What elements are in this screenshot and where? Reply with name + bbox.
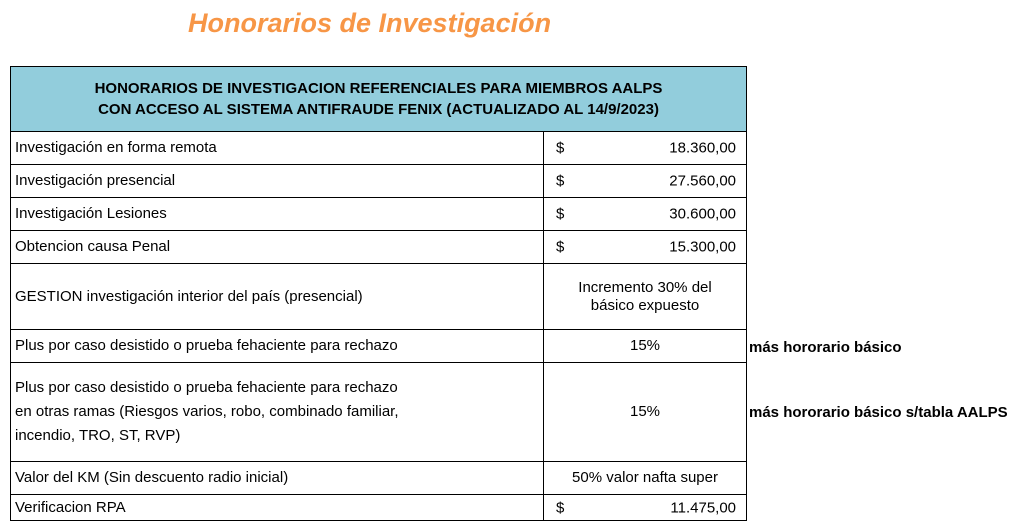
row-label: Verificacion RPA — [11, 495, 544, 521]
table-row — [11, 462, 747, 495]
table-row — [11, 495, 747, 521]
table-row — [11, 264, 747, 330]
row-label-line-2: en otras ramas (Riesgos varios, robo, combinado familiar, — [15, 403, 399, 420]
amount-value: 11.475,00 — [670, 499, 737, 516]
table-row — [11, 198, 747, 231]
table-row — [11, 330, 747, 363]
row-value — [544, 198, 747, 231]
currency-symbol: $ — [556, 205, 565, 223]
row-value — [544, 495, 747, 521]
row-value-line-1: Incremento 30% del — [578, 278, 712, 296]
row-label: Investigación en forma remota — [11, 132, 544, 165]
page-title: Honorarios de Investigación — [188, 8, 552, 38]
amount-value: 27.560,00 — [669, 172, 737, 190]
row-value-line-2: básico expuesto — [590, 296, 700, 314]
row-value: 15% — [544, 363, 747, 462]
row-value — [544, 264, 747, 330]
table-row — [11, 165, 747, 198]
table-header-line-2: CON ACCESO AL SISTEMA ANTIFRAUDE FENIX (ACTUALIZADO AL 14/9/2023) — [98, 101, 659, 118]
table-header-line-1: HONORARIOS DE INVESTIGACION REFERENCIALES PARA MIEMBROS AALPS — [94, 80, 663, 97]
currency-symbol: $ — [556, 238, 565, 256]
row-note: más hororario básico — [749, 339, 902, 356]
row-label-line-3: incendio, TRO, ST, RVP) — [15, 427, 181, 444]
row-value — [544, 231, 747, 264]
table-header — [11, 67, 747, 132]
amount-value: 18.360,00 — [669, 139, 737, 157]
table-header-row — [11, 67, 747, 132]
row-value: 50% valor nafta super — [544, 462, 747, 495]
row-label: GESTION investigación interior del país (presencial) — [11, 264, 544, 330]
row-label — [11, 363, 544, 462]
amount-value: 15.300,00 — [669, 238, 737, 256]
row-label: Valor del KM (Sin descuento radio inicial) — [11, 462, 544, 495]
currency-symbol: $ — [556, 172, 565, 190]
row-label: Investigación presencial — [11, 165, 544, 198]
currency-symbol: $ — [556, 139, 565, 157]
table-row — [11, 363, 747, 462]
row-value — [544, 165, 747, 198]
row-note: más hororario básico s/tabla AALPS — [749, 404, 1008, 421]
currency-symbol: $ — [556, 499, 565, 516]
row-value — [544, 132, 747, 165]
fees-table — [10, 66, 747, 521]
table-row — [11, 231, 747, 264]
amount-value: 30.600,00 — [669, 205, 737, 223]
table-row — [11, 132, 747, 165]
row-label: Investigación Lesiones — [11, 198, 544, 231]
row-label-line-1: Plus por caso desistido o prueba fehaciente para rechazo — [15, 379, 398, 396]
row-label: Obtencion causa Penal — [11, 231, 544, 264]
row-label: Plus por caso desistido o prueba fehaciente para rechazo — [11, 330, 544, 363]
row-value: 15% — [544, 330, 747, 363]
